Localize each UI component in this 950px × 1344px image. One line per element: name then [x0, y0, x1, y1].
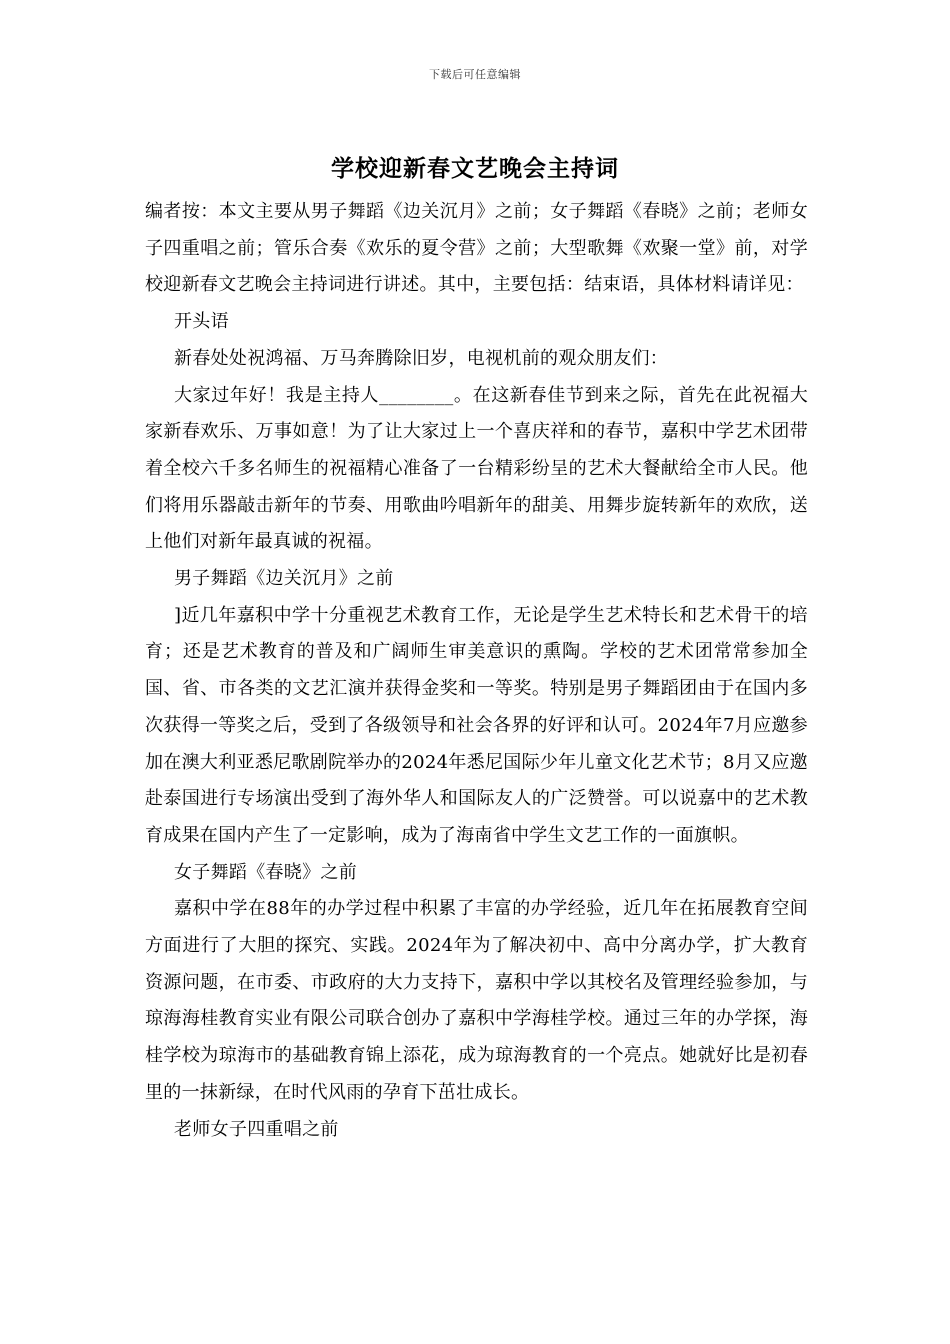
paragraph: 嘉积中学在88年的办学过程中积累了丰富的办学经验，近几年在拓展教育空间方面进行了大胆的探究、实践。2024年为了解决初中、高中分离办学，扩大教育资源问题，在市委、市政府的大力支持下，嘉积中学以其校名及管理经验参加，与琼海海桂教育实业有限公司联合创办了嘉积中学海桂学校。通过三年的办学探，海桂学校为琼海市的基础教育锦上添花，成为琼海教育的一个亮点。她就好比是初春里的一抹新绿，在时代风雨的孕育下茁壮成长。 [145, 898, 808, 1103]
section-heading-opening: 开头语 [174, 311, 229, 333]
document-title: 学校迎新春文艺晚会主持词 [331, 155, 619, 182]
header-note: 下载后可任意编辑 [429, 68, 521, 81]
editor-note-paragraph: 编者按：本文主要从男子舞蹈《边关沉月》之前；女子舞蹈《春晓》之前；老师女子四重唱之前；管乐合奏《欢乐的夏令营》之前；大型歌舞《欢聚一堂》前，对学校迎新春文艺晚会主持词进行讲述。其中，主要包括：结束语，具体材料请详见： [145, 201, 808, 296]
paragraph: 大家过年好！我是主持人________。在这新春佳节到来之际，首先在此祝福大家新春欢乐、万事如意！为了让大家过上一个喜庆祥和的春节，嘉积中学艺术团带着全校六千多名师生的祝福精心准备了一台精彩纷呈的艺术大餐献给全市人民。他们将用乐器敲击新年的节奏、用歌曲吟唱新年的甜美、用舞步旋转新年的欢欣，送上他们对新年最真诚的祝福。 [145, 384, 808, 553]
section-heading-teacher-quartet: 老师女子四重唱之前 [174, 1118, 339, 1140]
section-heading-male-dance: 男子舞蹈《边关沉月》之前 [174, 568, 394, 590]
section-heading-female-dance: 女子舞蹈《春晓》之前 [174, 861, 357, 883]
paragraph: ]近几年嘉积中学十分重视艺术教育工作，无论是学生艺术特长和艺术骨干的培育；还是艺术教育的普及和广阔师生审美意识的熏陶。学校的艺术团常常参加全国、省、市各类的文艺汇演并获得金奖和一等奖。特别是男子舞蹈团由于在国内多次获得一等奖之后，受到了各级领导和社会各界的好评和认可。2024年7月应邀参加在澳大利亚悉尼歌剧院举办的2024年悉尼国际少年儿童文化艺术节；8月又应邀赴泰国进行专场演出受到了海外华人和国际友人的广泛赞誉。可以说嘉中的艺术教育成果在国内产生了一定影响，成为了海南省中学生文艺工作的一面旗帜。 [145, 604, 808, 846]
paragraph: 新春处处祝鸿福、万马奔腾除旧岁，电视机前的观众朋友们： [174, 347, 669, 369]
document-body [145, 194, 808, 1148]
